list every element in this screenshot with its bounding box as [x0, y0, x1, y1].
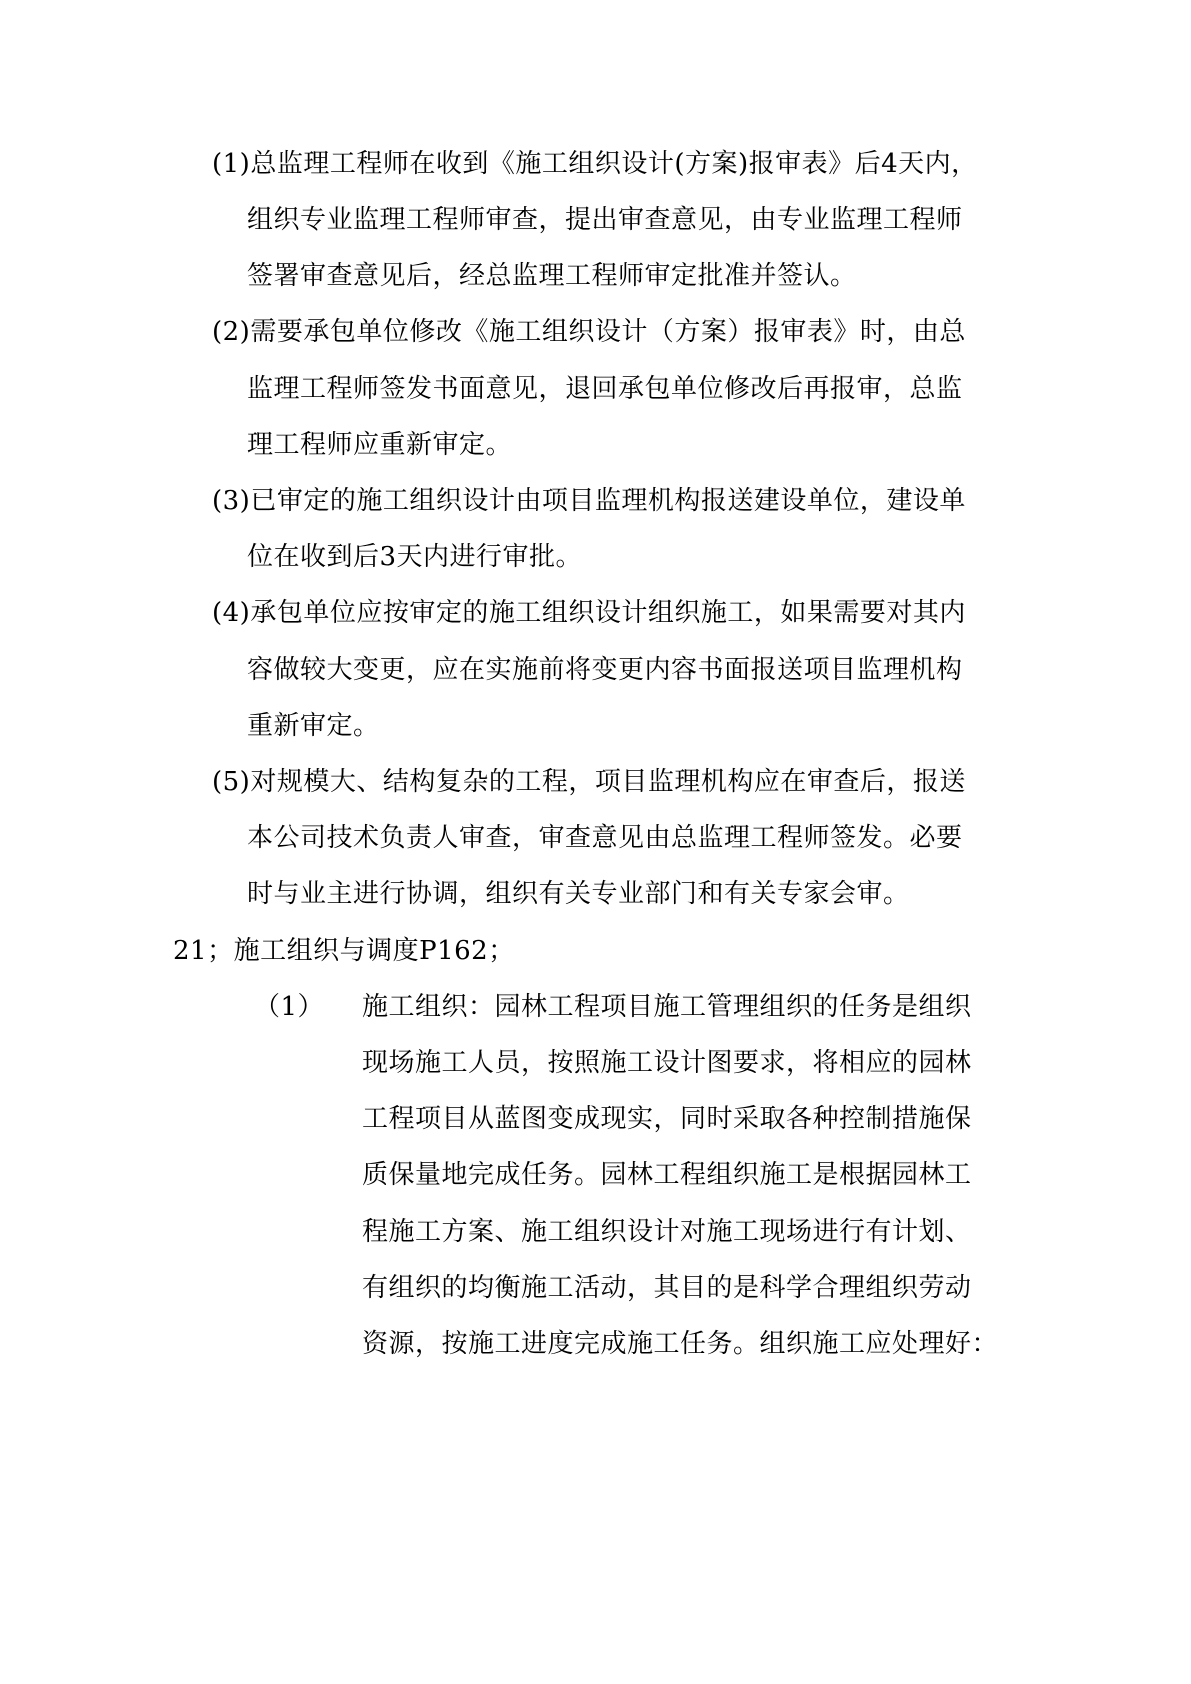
section-heading: 21；施工组织与调度P162；	[173, 936, 515, 966]
item-3-line-1: (3)已审定的施工组织设计由项目监理机构报送建设单位，建设单	[212, 486, 966, 516]
sub-item-line-4: 质保量地完成任务。园林工程组织施工是根据园林工	[362, 1160, 972, 1190]
sub-item-line-3: 工程项目从蓝图变成现实，同时采取各种控制措施保	[362, 1104, 972, 1134]
item-5-line-1: (5)对规模大、结构复杂的工程，项目监理机构应在审查后，报送	[212, 767, 966, 797]
sub-item-line-1: 施工组织：园林工程项目施工管理组织的任务是组织	[362, 992, 972, 1022]
item-5-line-2: 本公司技术负责人审查，审查意见由总监理工程师签发。必要	[247, 823, 963, 853]
sub-item-line-7: 资源，按施工进度完成施工任务。组织施工应处理好：	[362, 1329, 999, 1359]
item-1-line-3: 签署审查意见后，经总监理工程师审定批准并签认。	[247, 261, 857, 291]
item-5-line-3: 时与业主进行协调，组织有关专业部门和有关专家会审。	[247, 879, 910, 909]
item-1-line-1: (1)总监理工程师在收到《施工组织设计(方案)报审表》后4天内，	[212, 149, 978, 179]
item-2-line-3: 理工程师应重新审定。	[247, 430, 513, 460]
sub-item-line-2: 现场施工人员，按照施工设计图要求，将相应的园林	[362, 1048, 972, 1078]
item-2-line-2: 监理工程师签发书面意见，退回承包单位修改后再报审，总监	[247, 374, 963, 404]
sub-item-line-6: 有组织的均衡施工活动，其目的是科学合理组织劳动	[362, 1273, 972, 1303]
item-2-line-1: (2)需要承包单位修改《施工组织设计（方案）报审表》时，由总	[212, 317, 966, 347]
item-4-line-1: (4)承包单位应按审定的施工组织设计组织施工，如果需要对其内	[212, 598, 966, 628]
item-4-line-2: 容做较大变更，应在实施前将变更内容书面报送项目监理机构	[247, 655, 963, 685]
item-1-line-2: 组织专业监理工程师审查，提出审查意见，由专业监理工程师	[247, 205, 963, 235]
sub-item-line-5: 程施工方案、施工组织设计对施工现场进行有计划、	[362, 1217, 972, 1247]
item-3-line-2: 位在收到后3天内进行审批。	[247, 542, 583, 572]
item-4-line-3: 重新审定。	[247, 711, 380, 741]
sub-item-number: （1）	[254, 992, 325, 1022]
